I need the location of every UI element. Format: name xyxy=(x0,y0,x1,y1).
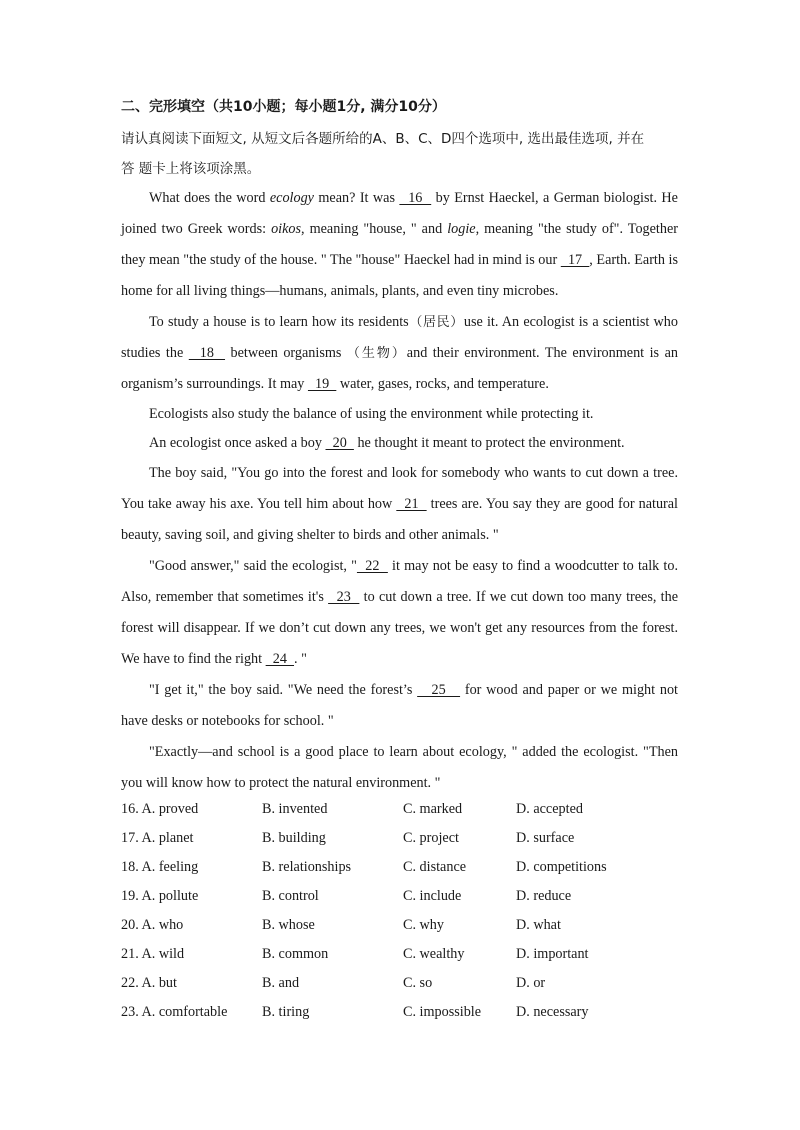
option-c: C. include xyxy=(403,888,462,904)
question-row xyxy=(121,853,681,882)
passage-paragraph-2: To study a house is to learn how its residents（居民）use it. An ecologist is a scientist who studies the 18 between organisms （生物）and their environment. The environment is an organism’s surroundings. It may 19 water, gases, rocks, and temperature. xyxy=(121,314,678,392)
option-d: D. accepted xyxy=(516,801,583,817)
option-d: D. surface xyxy=(516,830,575,846)
blank-22: 22 xyxy=(356,558,388,574)
blank-25: 25 xyxy=(417,682,461,698)
option-a: 21. A. wild xyxy=(121,946,185,962)
option-c: C. wealthy xyxy=(403,946,465,962)
option-a: 17. A. planet xyxy=(121,830,194,846)
instruction-line-2: 答 题卡上将该项涂黑。 xyxy=(121,161,261,177)
option-a: 18. A. feeling xyxy=(121,859,199,875)
blank-19: 19 xyxy=(307,376,337,392)
option-a: 22. A. but xyxy=(121,975,177,991)
option-b: B. relationships xyxy=(262,859,352,875)
passage-paragraph-5: The boy said, "You go into the forest and look for somebody who wants to cut down a tree. You take away his axe. You tell him about how 21 trees are. You say they are good for natural beauty, saving soil, and giving shelter to birds and other animals. " xyxy=(121,465,678,543)
blank-20: 20 xyxy=(325,435,354,451)
option-c: C. marked xyxy=(403,801,463,817)
option-b: B. tiring xyxy=(262,1004,310,1020)
option-d: D. necessary xyxy=(516,1004,589,1020)
question-row xyxy=(121,882,681,911)
option-c: C. so xyxy=(403,975,433,991)
blank-16: 16 xyxy=(399,190,432,206)
option-b: B. and xyxy=(262,975,300,991)
option-a: 20. A. who xyxy=(121,917,184,933)
passage-paragraph-8: "Exactly—and school is a good place to learn about ecology, " added the ecologist. "Then you will know how to protect the natural environment. " xyxy=(121,744,678,791)
question-row xyxy=(121,824,681,853)
option-c: C. impossible xyxy=(403,1004,482,1020)
option-a: 16. A. proved xyxy=(121,801,199,817)
question-row xyxy=(121,795,681,824)
option-b: B. whose xyxy=(262,917,315,933)
option-d: D. important xyxy=(516,946,589,962)
blank-24: 24 xyxy=(265,651,295,667)
question-row xyxy=(121,911,681,940)
instruction-line-1: 请认真阅读下面短文, 从短文后各题所给的A、B、C、D四个选项中, 选出最佳选项, 并在 xyxy=(121,131,645,147)
option-c: C. why xyxy=(403,917,444,933)
answer-options xyxy=(121,795,681,1027)
option-c: C. project xyxy=(403,830,459,846)
passage-paragraph-7: "I get it," the boy said. "We need the forest’s 25 for wood and paper or we might not have desks or notebooks for school. " xyxy=(121,682,678,729)
blank-23: 23 xyxy=(328,589,360,605)
question-row xyxy=(121,998,681,1027)
cloze-passage xyxy=(121,183,678,799)
option-c: C. distance xyxy=(403,859,467,875)
option-b: B. common xyxy=(262,946,329,962)
question-row xyxy=(121,940,681,969)
option-a: 19. A. pollute xyxy=(121,888,199,904)
passage-paragraph-3: Ecologists also study the balance of using the environment while protecting it. xyxy=(149,406,594,422)
option-b: B. control xyxy=(262,888,319,904)
option-b: B. invented xyxy=(262,801,328,817)
option-a: 23. A. comfortable xyxy=(121,1004,228,1020)
option-d: D. reduce xyxy=(516,888,572,904)
passage-paragraph-1: What does the word ecology mean? It was 16 by Ernst Haeckel, a German biologist. He joined two Greek words: oikos, meaning "house, " and logie, meaning "the study of". Together they mean "the study of the house. " The "house" Haeckel had in mind is our 17 , Earth. Earth is home for all living things—humans, animals, plants, and even tiny microbes. xyxy=(121,190,679,299)
option-d: D. what xyxy=(516,917,561,933)
blank-21: 21 xyxy=(396,496,427,512)
passage-paragraph-6: "Good answer," said the ecologist, " 22 it may not be easy to find a woodcutter to talk to. Also, remember that sometimes it's 23 to cut down a tree. If we cut down too many trees, the forest will disappear. If we don’t cut down any trees, we won't get any resources from the forest. We have to find the right 24 . " xyxy=(121,558,678,667)
blank-17: 17 xyxy=(560,252,590,268)
option-d: D. competitions xyxy=(516,859,607,875)
option-b: B. building xyxy=(262,830,326,846)
passage-paragraph-4: An ecologist once asked a boy 20 he thought it meant to protect the environment. xyxy=(149,435,625,451)
question-row xyxy=(121,969,681,998)
blank-18: 18 xyxy=(188,345,226,361)
option-d: D. or xyxy=(516,975,546,991)
section-title: 二、完形填空（共10小题；每小题1分, 满分10分） xyxy=(121,99,446,115)
